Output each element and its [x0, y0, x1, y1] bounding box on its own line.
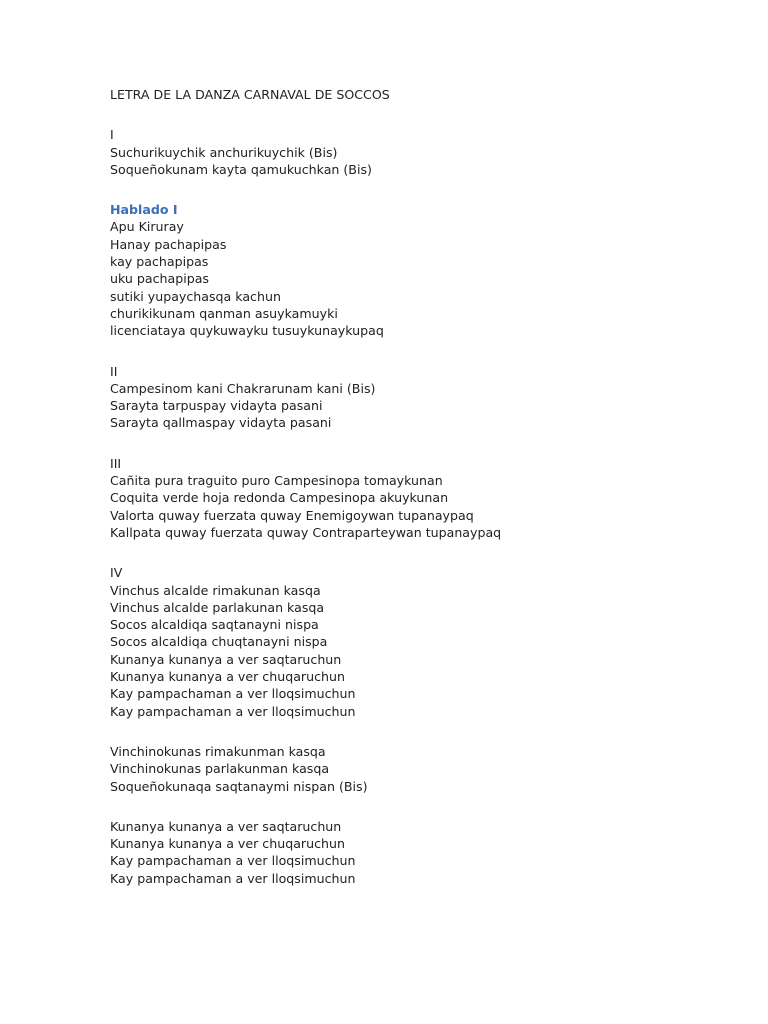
lyric-line: Kallpata quway fuerzata quway Contraparteywan tupanaypaq [110, 524, 502, 540]
lyric-line: licenciataya quykuwayku tusuykunaykupaq [110, 323, 384, 339]
lyric-line: II [110, 363, 118, 379]
lyric-line: Apu Kiruray [110, 219, 184, 235]
lyric-line: Campesinom kani Chakrarunam kani (Bis) [110, 380, 376, 396]
lyric-line: sutiki yupaychasqa kachun [110, 288, 281, 304]
lyric-line: IV [110, 565, 123, 581]
lyric-stanza [110, 818, 730, 887]
lyric-line: Kunanya kunanya a ver saqtaruchun [110, 818, 342, 834]
lyric-line: Socos alcaldiqa saqtanayni nispa [110, 617, 319, 633]
lyric-line: Kay pampachaman a ver lloqsimuchun [110, 703, 356, 719]
lyric-line: Vinchinokunas parlakunman kasqa [110, 761, 330, 777]
lyric-line: Coquita verde hoja redonda Campesinopa akuykunan [110, 490, 449, 506]
lyric-line: Hanay pachapipas [110, 236, 227, 252]
lyric-stanza [110, 564, 730, 720]
lyric-line: Socos alcaldiqa chuqtanayni nispa [110, 634, 328, 650]
lyric-line: Cañita pura traguito puro Campesinopa tomaykunan [110, 473, 443, 489]
lyric-stanza [110, 201, 730, 339]
lyric-stanza [110, 363, 730, 432]
lyric-stanza [110, 455, 730, 541]
lyric-line: Suchurikuychik anchurikuychik (Bis) [110, 144, 338, 160]
lyric-line: churikikunam qanman asuykamuyki [110, 305, 338, 321]
document-page [110, 86, 730, 910]
lyric-line: Valorta quway fuerzata quway Enemigoywan tupanaypaq [110, 507, 474, 523]
lyric-line: Sarayta qallmaspay vidayta pasani [110, 415, 332, 431]
lyric-line: Vinchus alcalde parlakunan kasqa [110, 599, 325, 615]
lyric-line: Kay pampachaman a ver lloqsimuchun [110, 686, 356, 702]
lyrics-body [110, 126, 730, 887]
lyric-line: Kay pampachaman a ver lloqsimuchun [110, 853, 356, 869]
lyric-line: kay pachapipas [110, 254, 209, 270]
lyric-line: Kunanya kunanya a ver saqtaruchun [110, 651, 342, 667]
lyric-line: Soqueñokunam kayta qamukuchkan (Bis) [110, 161, 372, 177]
lyric-line: Kunanya kunanya a ver chuqaruchun [110, 836, 345, 852]
lyric-stanza [110, 743, 730, 795]
lyric-stanza [110, 126, 730, 178]
lyric-line: Soqueñokunaqa saqtanaymi nispan (Bis) [110, 778, 368, 794]
lyric-line: Vinchus alcalde rimakunan kasqa [110, 582, 321, 598]
lyric-line: Sarayta tarpuspay vidayta pasani [110, 398, 323, 414]
lyric-line: uku pachapipas [110, 271, 209, 287]
lyric-line: I [110, 127, 114, 143]
lyric-line: III [110, 455, 122, 471]
lyric-line: Kay pampachaman a ver lloqsimuchun [110, 870, 356, 886]
document-title: LETRA DE LA DANZA CARNAVAL DE SOCCOS [110, 87, 390, 102]
stanza-heading: Hablado I [110, 202, 178, 218]
lyric-line: Vinchinokunas rimakunman kasqa [110, 743, 326, 759]
lyric-line: Kunanya kunanya a ver chuqaruchun [110, 669, 345, 685]
